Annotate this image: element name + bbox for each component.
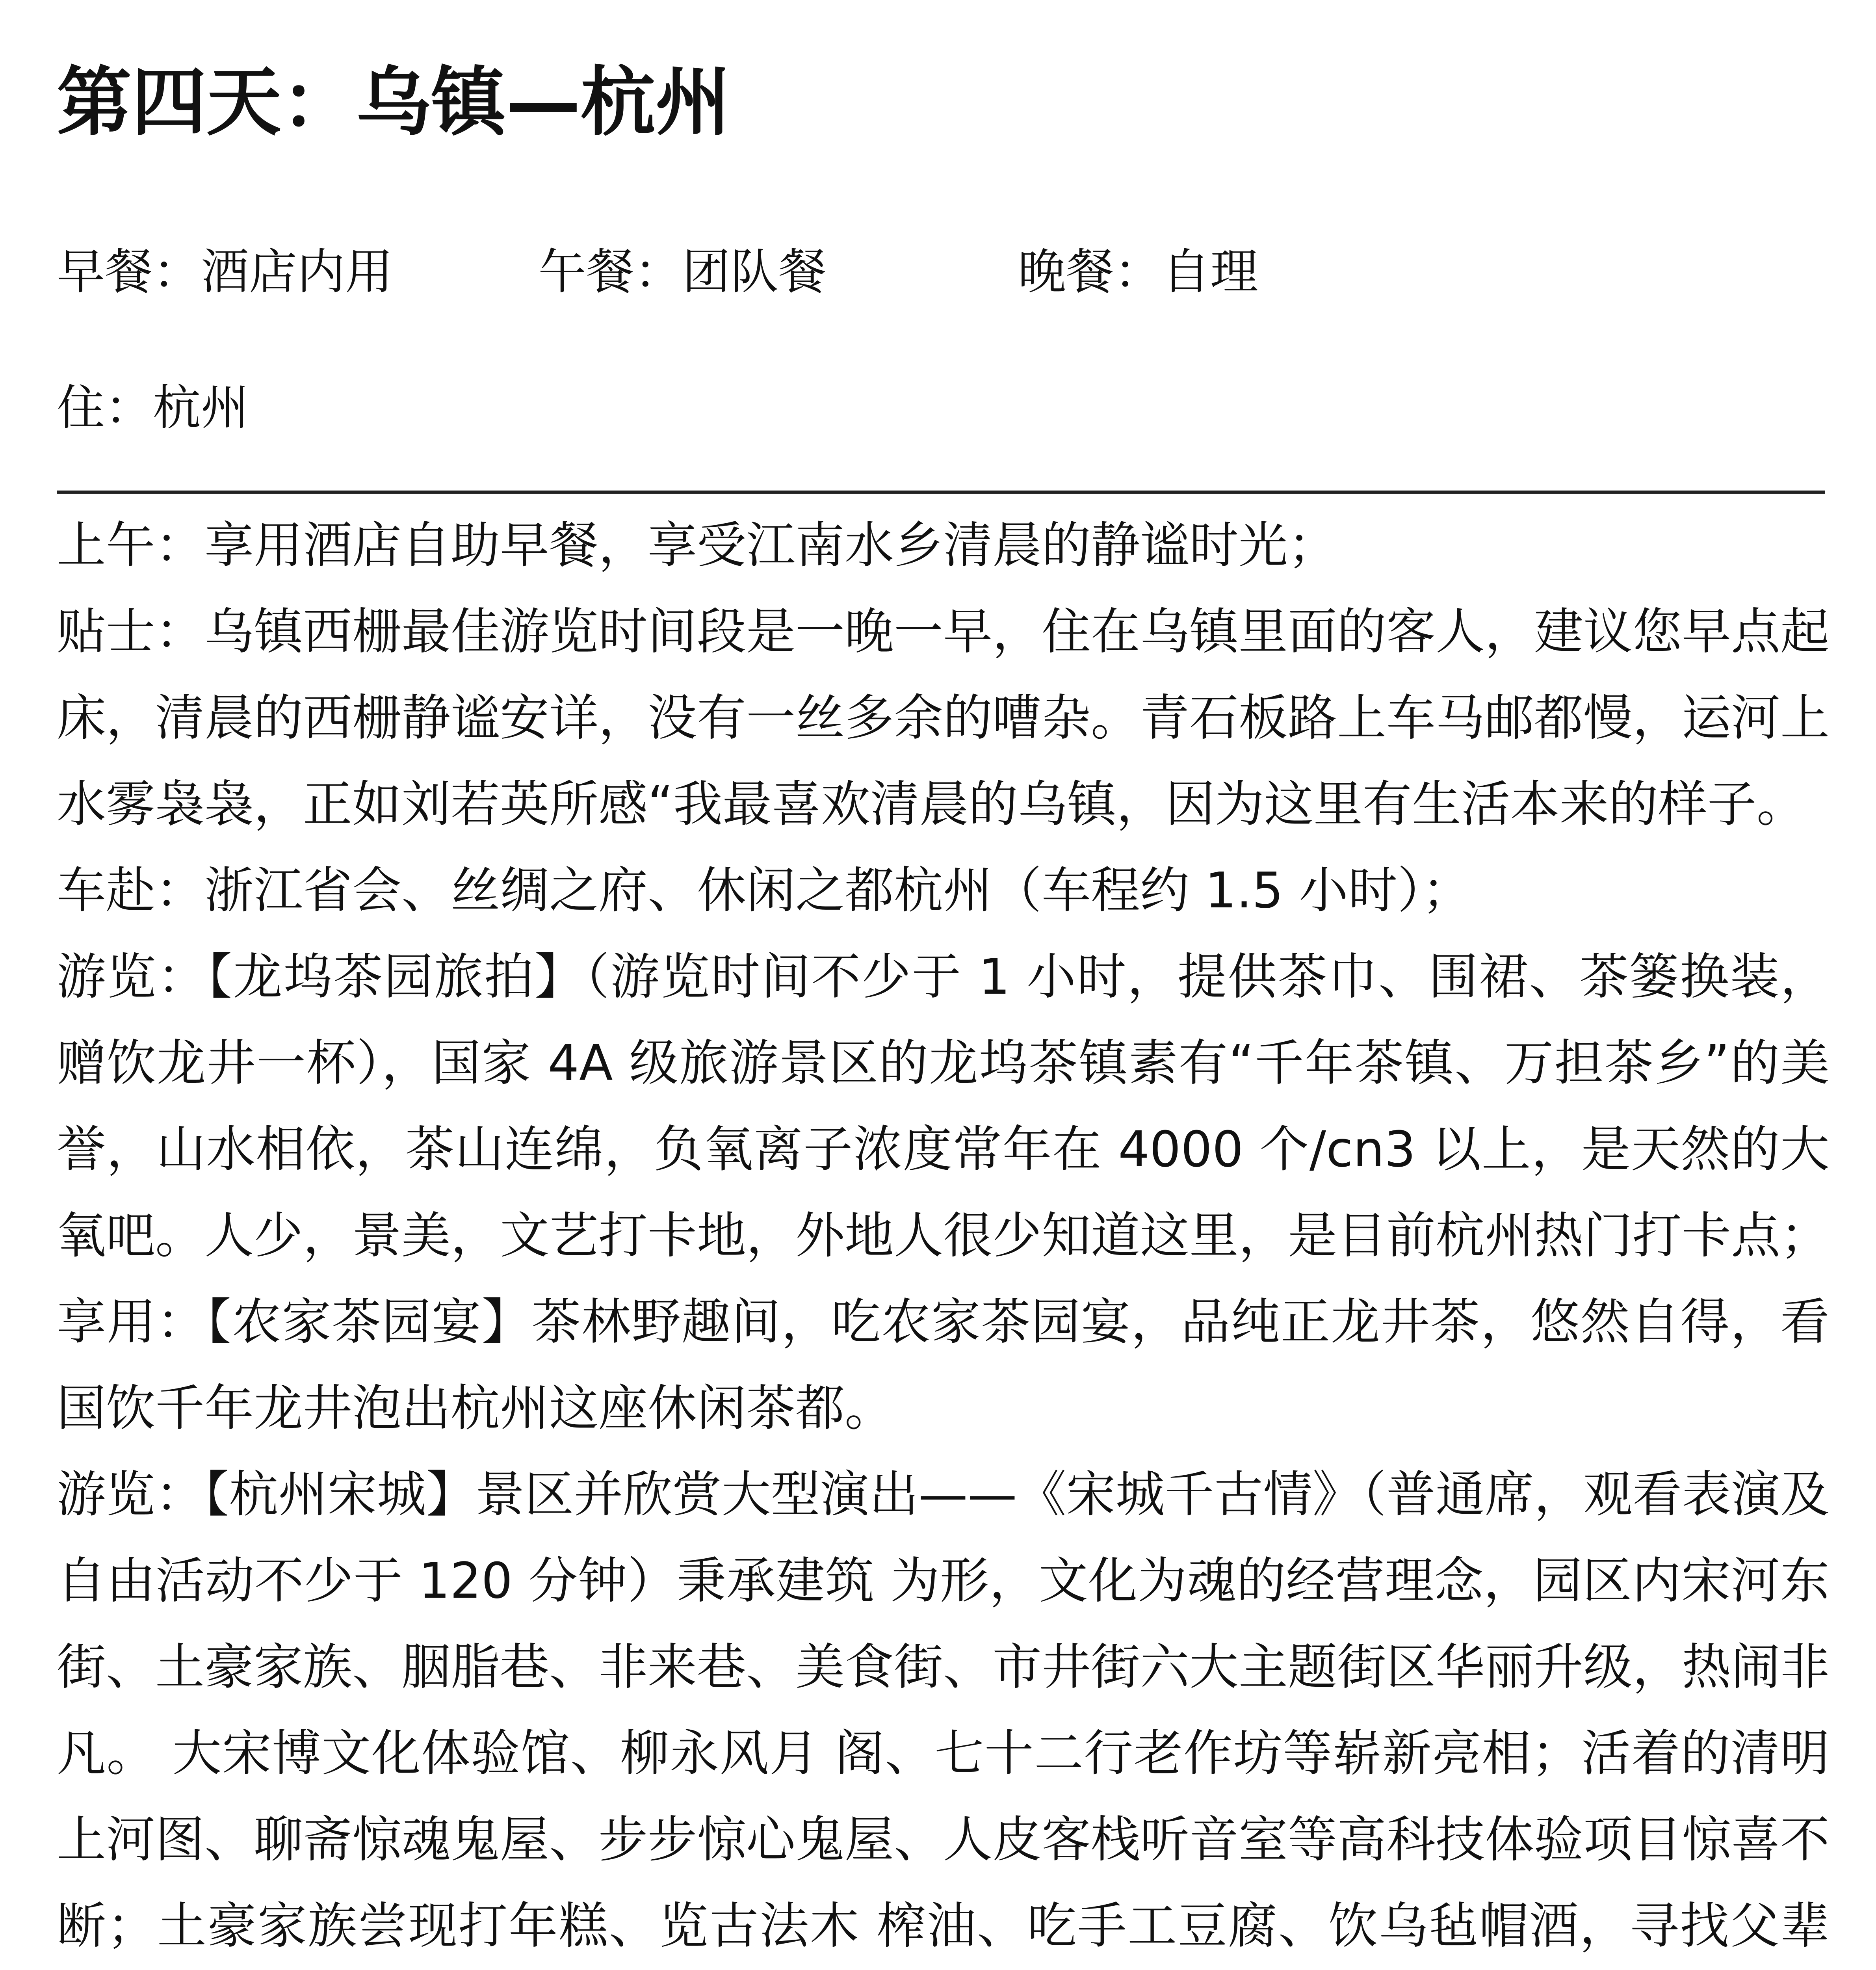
- section-divider: [57, 491, 1825, 494]
- meals-row: [57, 236, 1810, 307]
- itinerary-content: [57, 502, 1830, 1970]
- page-title: 第四天：乌镇—杭州: [57, 59, 731, 146]
- paragraph-songcheng: 游览：【杭州宋城】景区并欣赏大型演出——《宋城千古情》（普通席，观看表演及自由活动不少于 120 分钟）秉承建筑 为形，文化为魂的经营理念，园区内宋河东街、土豪家族、胭脂巷、非来巷、美食街、市井街六大主题街区华丽升级，热闹非凡。 大宋博文化体验馆、柳永风月 阁、七十二行老作坊等崭新亮相；活着的清明上河图、聊斋惊魂鬼屋、步步惊心鬼屋、人皮客栈听音室等高科技体验项目惊喜不断；土豪家族尝现打年糕、览古法木 榨油、吃手工豆腐、饮乌毡帽酒，寻找父辈: [57, 1466, 1830, 1955]
- meal-dinner: 晚餐：自理: [1018, 244, 1258, 300]
- paragraph-tips: 贴士：乌镇西栅最佳游览时间段是一晚一早，住在乌镇里面的客人，建议您早点起床，清晨的西栅静谧安详，没有一丝多余的嘈杂。青石板路上车马邮都慢，运河上水雾袅袅，正如刘若英所感“我最喜欢清晨的乌镇，因为这里有生活本来的样子。: [57, 603, 1830, 833]
- paragraph-morning: 上午：享用酒店自助早餐，享受江南水乡清晨的静谧时光；: [57, 517, 1337, 574]
- paragraph-longwu-tea-garden: 游览：【龙坞茶园旅拍】（游览时间不少于 1 小时，提供茶巾、围裙、茶篓换装，赠饮龙井一杯），国家 4A 级旅游景区的龙坞茶镇素有“千年茶镇、万担茶乡”的美誉，山水相依，茶山连绵，负氧离子浓度常年在 4000 个/cn3 以上，是天然的大氧吧。人少，景美，文艺打卡地，外地人很少知道这里，是目前杭州热门打卡点；: [57, 948, 1830, 1264]
- meal-lunch: 午餐：团队餐: [538, 244, 827, 300]
- paragraph-transfer: 车赴：浙江省会、丝绸之府、休闲之都杭州（车程约 1.5 小时）；: [57, 862, 1471, 919]
- accommodation-line: 住：杭州: [57, 380, 249, 436]
- meal-breakfast: 早餐：酒店内用: [57, 244, 393, 300]
- paragraph-farm-banquet: 享用：【农家茶园宴】茶林野趣间，吃农家茶园宴，品纯正龙井茶，悠然自得，看国饮千年龙井泡出杭州这座休闲茶都。: [57, 1294, 1830, 1437]
